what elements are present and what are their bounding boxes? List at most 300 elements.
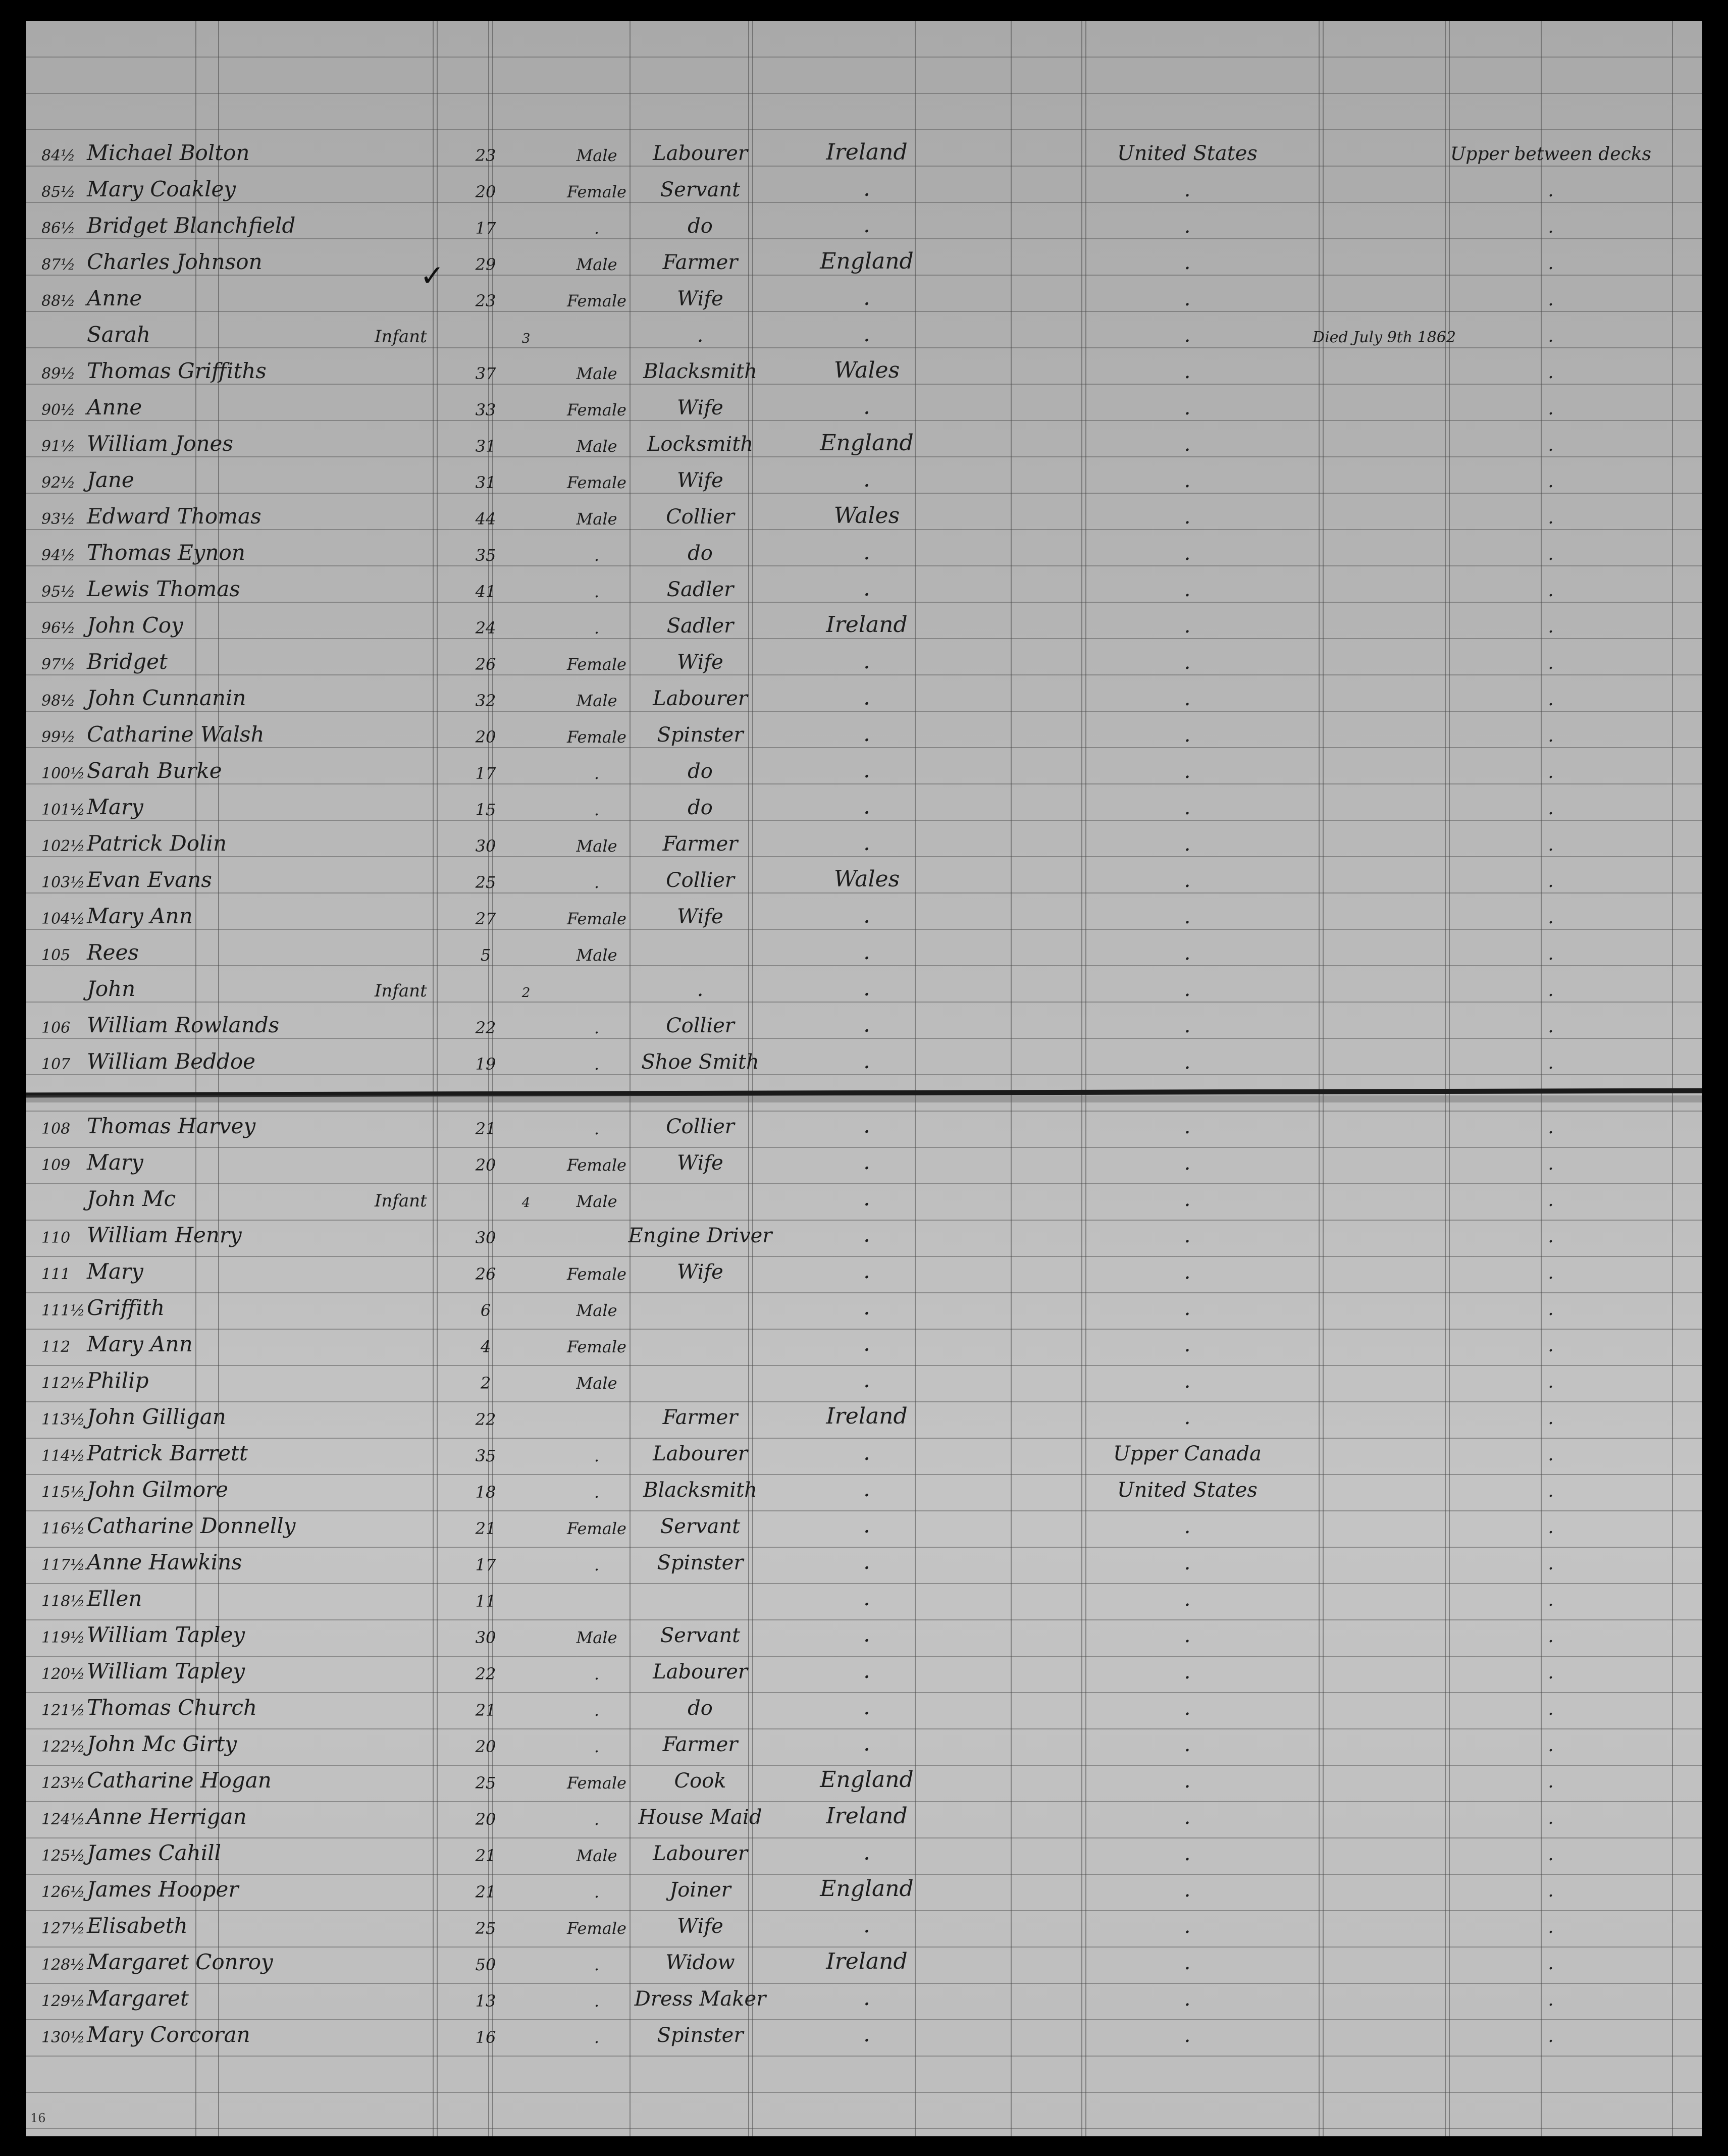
entry-number: 121½ bbox=[41, 1702, 85, 1719]
age: 21 bbox=[475, 1846, 496, 1865]
passenger-name: John Gilligan bbox=[87, 1404, 226, 1429]
sex: Female bbox=[567, 727, 626, 747]
occupation: Shoe Smith bbox=[641, 1050, 759, 1074]
origin: . bbox=[863, 1694, 870, 1720]
sex: . bbox=[594, 1018, 600, 1037]
origin: . bbox=[863, 1621, 870, 1647]
check-mark-icon: ✓ bbox=[420, 258, 445, 293]
passenger-name: Anne bbox=[87, 286, 142, 310]
passenger-name: Philip bbox=[87, 1368, 149, 1393]
destination: . bbox=[1184, 1333, 1191, 1356]
passenger-name: Anne Herrigan bbox=[87, 1804, 247, 1829]
page-fold-shadow bbox=[26, 1095, 1702, 1102]
origin: . bbox=[863, 1113, 870, 1138]
destination: . bbox=[1184, 1151, 1191, 1175]
age: 25 bbox=[475, 1919, 496, 1938]
entry-number: 104½ bbox=[41, 910, 85, 928]
passenger-name: Mary Ann bbox=[87, 1332, 193, 1356]
occupation: . bbox=[697, 978, 704, 1001]
age: 35 bbox=[475, 1446, 496, 1465]
berth-location: . bbox=[1548, 1880, 1554, 1901]
table-row bbox=[26, 202, 1702, 238]
destination: . bbox=[1184, 1660, 1191, 1684]
destination: . bbox=[1184, 614, 1191, 638]
entry-number: 99½ bbox=[41, 728, 76, 746]
age: 30 bbox=[475, 1228, 496, 1247]
age: 25 bbox=[475, 1773, 496, 1793]
occupation: do bbox=[688, 1697, 713, 1720]
sex: . bbox=[594, 764, 600, 783]
table-row bbox=[26, 347, 1702, 384]
age: 37 bbox=[475, 364, 496, 383]
entry-number: 94½ bbox=[41, 547, 76, 564]
entry-number: 118½ bbox=[41, 1593, 85, 1610]
entry-number: 96½ bbox=[41, 619, 76, 637]
origin: . bbox=[863, 1658, 870, 1684]
passenger-name: Bridget bbox=[87, 649, 168, 674]
berth-location: . bbox=[1548, 943, 1554, 964]
berth-location: Upper between decks bbox=[1450, 144, 1652, 165]
sex: . bbox=[594, 1991, 600, 2011]
table-row bbox=[26, 929, 1702, 965]
passenger-name: Thomas Harvey bbox=[87, 1114, 256, 1138]
destination: . bbox=[1184, 178, 1191, 201]
table-row bbox=[26, 420, 1702, 456]
table-row bbox=[26, 1648, 1702, 1684]
origin: Ireland bbox=[826, 139, 908, 165]
berth-location: . bbox=[1548, 1153, 1554, 1174]
occupation: Labourer bbox=[653, 1842, 748, 1865]
berth-location: . bbox=[1548, 762, 1554, 782]
berth-location: . bbox=[1548, 1190, 1554, 1211]
table-row bbox=[26, 1393, 1702, 1430]
destination: United States bbox=[1117, 1479, 1258, 1502]
passenger-name: Mary bbox=[87, 1150, 143, 1175]
berth-location: . bbox=[1548, 2026, 1554, 2046]
table-row bbox=[26, 674, 1702, 711]
occupation: Blacksmith bbox=[643, 360, 757, 383]
origin: . bbox=[863, 1367, 870, 1393]
table-row bbox=[26, 1902, 1702, 1938]
sex: . bbox=[594, 1055, 600, 1074]
origin: England bbox=[820, 430, 914, 456]
passenger-name: Rees bbox=[87, 940, 139, 965]
sex: . bbox=[594, 1446, 600, 1465]
origin: . bbox=[863, 939, 870, 965]
sex: . bbox=[594, 546, 600, 565]
sex: Male bbox=[576, 255, 617, 274]
passenger-name: Mary bbox=[87, 795, 143, 819]
entry-number: 114½ bbox=[41, 1447, 85, 1465]
destination: . bbox=[1184, 287, 1191, 310]
entry-number: 102½ bbox=[41, 837, 85, 855]
occupation: Servant bbox=[660, 1624, 741, 1647]
occupation: Wife bbox=[677, 651, 723, 674]
passenger-name: Charles Johnson bbox=[87, 249, 263, 274]
occupation: Collier bbox=[666, 1115, 735, 1138]
table-row bbox=[26, 384, 1702, 420]
age: 2 bbox=[480, 1374, 491, 1393]
table-row bbox=[26, 1611, 1702, 1648]
ruled-line bbox=[26, 2128, 1702, 2129]
destination: . bbox=[1184, 1260, 1191, 1284]
age: 4 bbox=[480, 1337, 491, 1356]
passenger-name: Thomas Eynon bbox=[87, 540, 245, 565]
origin: . bbox=[863, 1331, 870, 1356]
destination: . bbox=[1184, 251, 1191, 274]
origin: . bbox=[863, 176, 870, 201]
sex: . bbox=[594, 1737, 600, 1756]
table-row bbox=[26, 856, 1702, 892]
entry-number: 87½ bbox=[41, 256, 76, 274]
berth-location: . bbox=[1548, 1699, 1554, 1719]
table-row bbox=[26, 238, 1702, 275]
berth-location: . bbox=[1548, 1117, 1554, 1138]
age: 6 bbox=[480, 1301, 491, 1320]
origin: Ireland bbox=[826, 1803, 908, 1829]
occupation: Wife bbox=[677, 1151, 723, 1175]
berth-location: . bbox=[1548, 725, 1554, 746]
infant-mark: Infant bbox=[375, 981, 427, 1001]
sex: . bbox=[594, 219, 600, 238]
destination: . bbox=[1184, 1769, 1191, 1793]
origin: England bbox=[820, 1767, 914, 1793]
occupation: Farmer bbox=[662, 1733, 738, 1756]
destination: . bbox=[1184, 542, 1191, 565]
sex: . bbox=[594, 2028, 600, 2047]
occupation: do bbox=[688, 542, 713, 565]
berth-location: . bbox=[1548, 1444, 1554, 1465]
passenger-name: Griffith bbox=[87, 1295, 165, 1320]
table-row bbox=[26, 1975, 1702, 2011]
table-row bbox=[26, 275, 1702, 311]
berth-location: . bbox=[1548, 580, 1554, 601]
passenger-name: John bbox=[87, 976, 136, 1001]
table-row bbox=[26, 1502, 1702, 1539]
table-row bbox=[26, 1829, 1702, 1866]
passenger-name: William Tapley bbox=[87, 1659, 245, 1684]
destination: . bbox=[1184, 433, 1191, 456]
destination: . bbox=[1184, 905, 1191, 928]
destination: . bbox=[1184, 796, 1191, 819]
sex: . bbox=[594, 1955, 600, 1974]
origin: Ireland bbox=[826, 1403, 908, 1429]
age: 44 bbox=[475, 509, 496, 529]
entry-number: 111½ bbox=[41, 1302, 85, 1320]
berth-location: . bbox=[1548, 871, 1554, 891]
origin: . bbox=[863, 1585, 870, 1611]
age: 27 bbox=[475, 909, 496, 928]
berth-location: . bbox=[1548, 180, 1554, 201]
berth-location: . bbox=[1548, 217, 1554, 237]
origin: Ireland bbox=[826, 612, 908, 638]
age: 16 bbox=[475, 2028, 496, 2047]
berth-location: . bbox=[1548, 1053, 1554, 1073]
entry-number: 85½ bbox=[41, 183, 76, 201]
sex: Male bbox=[576, 1628, 617, 1647]
entry-number: 92½ bbox=[41, 474, 76, 492]
age: 31 bbox=[475, 473, 496, 492]
age: 24 bbox=[475, 618, 496, 638]
infant-months: 2 bbox=[521, 985, 531, 1001]
table-row bbox=[26, 1684, 1702, 1720]
table-row bbox=[26, 1539, 1702, 1575]
origin: . bbox=[863, 648, 870, 674]
passenger-name: Mary Coakley bbox=[87, 177, 236, 201]
sex: . bbox=[594, 800, 600, 819]
sex: Male bbox=[576, 1846, 617, 1865]
table-row bbox=[26, 456, 1702, 493]
sex: Male bbox=[576, 1374, 617, 1393]
age: 31 bbox=[475, 437, 496, 456]
berth-location: . bbox=[1548, 471, 1554, 492]
entry-number: 111 bbox=[41, 1266, 71, 1283]
origin: Ireland bbox=[826, 1949, 908, 1974]
table-row bbox=[26, 711, 1702, 747]
occupation: do bbox=[688, 796, 713, 819]
passenger-name: Mary Corcoran bbox=[87, 2022, 250, 2047]
destination: . bbox=[1184, 1915, 1191, 1938]
occupation: House Maid bbox=[638, 1806, 762, 1829]
occupation: Servant bbox=[660, 1515, 741, 1538]
passenger-name: Anne Hawkins bbox=[87, 1550, 242, 1574]
occupation: Collier bbox=[666, 869, 735, 892]
table-row bbox=[26, 892, 1702, 929]
berth-location: . bbox=[1548, 1335, 1554, 1356]
table-row bbox=[26, 2011, 1702, 2047]
sex: . bbox=[594, 1882, 600, 1902]
sex: . bbox=[594, 1555, 600, 1574]
sex: Male bbox=[576, 1192, 617, 1211]
entry-number: 86½ bbox=[41, 220, 76, 237]
entry-number: 112 bbox=[41, 1338, 71, 1356]
occupation: Blacksmith bbox=[643, 1479, 757, 1502]
destination: . bbox=[1184, 578, 1191, 601]
age: 25 bbox=[475, 873, 496, 892]
sex: Female bbox=[567, 1919, 626, 1938]
origin: . bbox=[863, 1512, 870, 1538]
origin: . bbox=[863, 1048, 870, 1074]
destination: . bbox=[1184, 469, 1191, 492]
berth-location: . bbox=[1548, 326, 1554, 346]
sex: Female bbox=[567, 1155, 626, 1175]
table-row bbox=[26, 1866, 1702, 1902]
sex: Female bbox=[567, 473, 626, 492]
destination: . bbox=[1184, 687, 1191, 710]
sex: Female bbox=[567, 1265, 626, 1284]
age: 15 bbox=[475, 800, 496, 819]
destination: . bbox=[1184, 1987, 1191, 2011]
entry-number: 128½ bbox=[41, 1956, 85, 1974]
passenger-name: John Cunnanin bbox=[87, 686, 246, 710]
entry-number: 120½ bbox=[41, 1665, 85, 1683]
entry-number: 116½ bbox=[41, 1520, 85, 1538]
entry-number: 113½ bbox=[41, 1411, 85, 1429]
berth-location: . bbox=[1548, 1263, 1554, 1283]
table-row bbox=[26, 1720, 1702, 1757]
entry-number: 88½ bbox=[41, 292, 76, 310]
manifest-page bbox=[26, 21, 1702, 2136]
age: 21 bbox=[475, 1119, 496, 1138]
age: 33 bbox=[475, 400, 496, 419]
age: 21 bbox=[475, 1701, 496, 1720]
origin: . bbox=[863, 1185, 870, 1211]
origin: . bbox=[863, 1549, 870, 1574]
berth-location: . bbox=[1548, 1372, 1554, 1392]
entry-number: 98½ bbox=[41, 692, 76, 710]
table-row bbox=[26, 1248, 1702, 1284]
destination: . bbox=[1184, 1406, 1191, 1429]
berth-location: . bbox=[1548, 507, 1554, 528]
ruled-line bbox=[26, 2056, 1702, 2057]
passenger-name: William Tapley bbox=[87, 1622, 245, 1647]
berth-location: . bbox=[1548, 289, 1554, 310]
origin: England bbox=[820, 248, 914, 274]
table-row bbox=[26, 1466, 1702, 1502]
age: 20 bbox=[475, 182, 496, 201]
age: 23 bbox=[475, 291, 496, 310]
origin: . bbox=[863, 757, 870, 783]
origin: . bbox=[863, 539, 870, 565]
berth-location: . bbox=[1548, 1662, 1554, 1683]
table-row bbox=[26, 1430, 1702, 1466]
entry-number: 123½ bbox=[41, 1774, 85, 1792]
occupation: Farmer bbox=[662, 1406, 738, 1429]
berth-location: . bbox=[1548, 834, 1554, 855]
sex: Male bbox=[576, 945, 617, 965]
passenger-name: Catharine Hogan bbox=[87, 1768, 272, 1793]
entry-number: 125½ bbox=[41, 1847, 85, 1865]
occupation: Wife bbox=[677, 1915, 723, 1938]
destination: . bbox=[1184, 505, 1191, 529]
destination: United States bbox=[1117, 142, 1258, 165]
age: 17 bbox=[475, 1555, 496, 1574]
origin: . bbox=[863, 1294, 870, 1320]
age: 11 bbox=[475, 1592, 496, 1611]
age: 20 bbox=[475, 1155, 496, 1175]
origin: . bbox=[863, 1222, 870, 1247]
passenger-name: Elisabeth bbox=[87, 1913, 188, 1938]
destination: . bbox=[1184, 1951, 1191, 1974]
entry-number: 90½ bbox=[41, 401, 76, 419]
table-row bbox=[26, 565, 1702, 602]
table-row bbox=[26, 965, 1702, 1002]
berth-location: . bbox=[1548, 1989, 1554, 2010]
passenger-name: William Rowlands bbox=[87, 1013, 280, 1037]
berth-location: . bbox=[1548, 1735, 1554, 1756]
sex: . bbox=[594, 1664, 600, 1684]
entry-number: 91½ bbox=[41, 438, 76, 455]
origin: . bbox=[863, 1149, 870, 1175]
occupation: Locksmith bbox=[647, 433, 754, 456]
destination: . bbox=[1184, 941, 1191, 965]
occupation: Collier bbox=[666, 505, 735, 529]
passenger-name: John Gilmore bbox=[87, 1477, 229, 1502]
passenger-name: Anne bbox=[87, 395, 142, 419]
death-note: Died July 9th 1862 bbox=[1313, 329, 1456, 346]
destination: . bbox=[1184, 1050, 1191, 1074]
occupation: Farmer bbox=[662, 832, 738, 856]
table-row bbox=[26, 1284, 1702, 1321]
berth-location: . bbox=[1548, 253, 1554, 274]
age: 20 bbox=[475, 727, 496, 747]
destination: . bbox=[1184, 1624, 1191, 1647]
sex: Male bbox=[576, 437, 617, 456]
origin: . bbox=[863, 212, 870, 238]
sex: Female bbox=[567, 1519, 626, 1538]
destination: . bbox=[1184, 1297, 1191, 1320]
age: 13 bbox=[475, 1991, 496, 2011]
berth-location: . bbox=[1548, 1590, 1554, 1610]
destination: . bbox=[1184, 651, 1191, 674]
origin: Wales bbox=[833, 503, 900, 529]
passenger-name: Edward Thomas bbox=[87, 504, 261, 529]
destination: . bbox=[1184, 396, 1191, 419]
passenger-name: Sarah bbox=[87, 322, 150, 347]
age: 22 bbox=[475, 1664, 496, 1684]
table-row bbox=[26, 129, 1702, 166]
sex: . bbox=[594, 1701, 600, 1720]
passenger-name: Lewis Thomas bbox=[87, 576, 240, 601]
sex: Female bbox=[567, 655, 626, 674]
table-row bbox=[26, 1938, 1702, 1975]
berth-location: . bbox=[1548, 653, 1554, 673]
entry-number: 100½ bbox=[41, 765, 85, 782]
table-row bbox=[26, 1357, 1702, 1393]
occupation: Spinster bbox=[657, 2024, 744, 2047]
table-row bbox=[26, 1757, 1702, 1793]
table-row bbox=[26, 602, 1702, 638]
origin: . bbox=[863, 1985, 870, 2011]
berth-location: . bbox=[1548, 1553, 1554, 1574]
passenger-name: Thomas Griffiths bbox=[87, 358, 267, 383]
table-row bbox=[26, 529, 1702, 565]
destination: . bbox=[1184, 760, 1191, 783]
passenger-name: William Henry bbox=[87, 1223, 242, 1247]
entry-number: 112½ bbox=[41, 1375, 85, 1392]
passenger-name: John Mc Girty bbox=[87, 1731, 237, 1756]
entry-number: 110 bbox=[41, 1229, 71, 1247]
entry-number: 101½ bbox=[41, 801, 85, 819]
age: 17 bbox=[475, 764, 496, 783]
berth-location: . bbox=[1548, 1808, 1554, 1828]
destination: . bbox=[1184, 1370, 1191, 1393]
age: 30 bbox=[475, 836, 496, 856]
age: 22 bbox=[475, 1410, 496, 1429]
origin: . bbox=[863, 830, 870, 856]
table-row bbox=[26, 1321, 1702, 1357]
berth-location: . bbox=[1548, 616, 1554, 637]
origin: . bbox=[863, 1476, 870, 1502]
passenger-name: John Coy bbox=[87, 613, 183, 638]
occupation: Dress Maker bbox=[634, 1987, 766, 2011]
entry-number: 106 bbox=[41, 1019, 71, 1037]
table-row bbox=[26, 1793, 1702, 1829]
passenger-name: Jane bbox=[87, 467, 134, 492]
destination: . bbox=[1184, 832, 1191, 856]
passenger-name: Sarah Burke bbox=[87, 758, 222, 783]
destination: . bbox=[1184, 1733, 1191, 1756]
berth-location: . bbox=[1548, 398, 1554, 419]
occupation: Widow bbox=[665, 1951, 735, 1974]
occupation: Wife bbox=[677, 396, 723, 419]
origin: . bbox=[863, 975, 870, 1001]
berth-location: . bbox=[1548, 1517, 1554, 1538]
table-row bbox=[26, 1212, 1702, 1248]
age: 21 bbox=[475, 1519, 496, 1538]
passenger-name: Catharine Walsh bbox=[87, 722, 265, 747]
origin: . bbox=[863, 685, 870, 710]
